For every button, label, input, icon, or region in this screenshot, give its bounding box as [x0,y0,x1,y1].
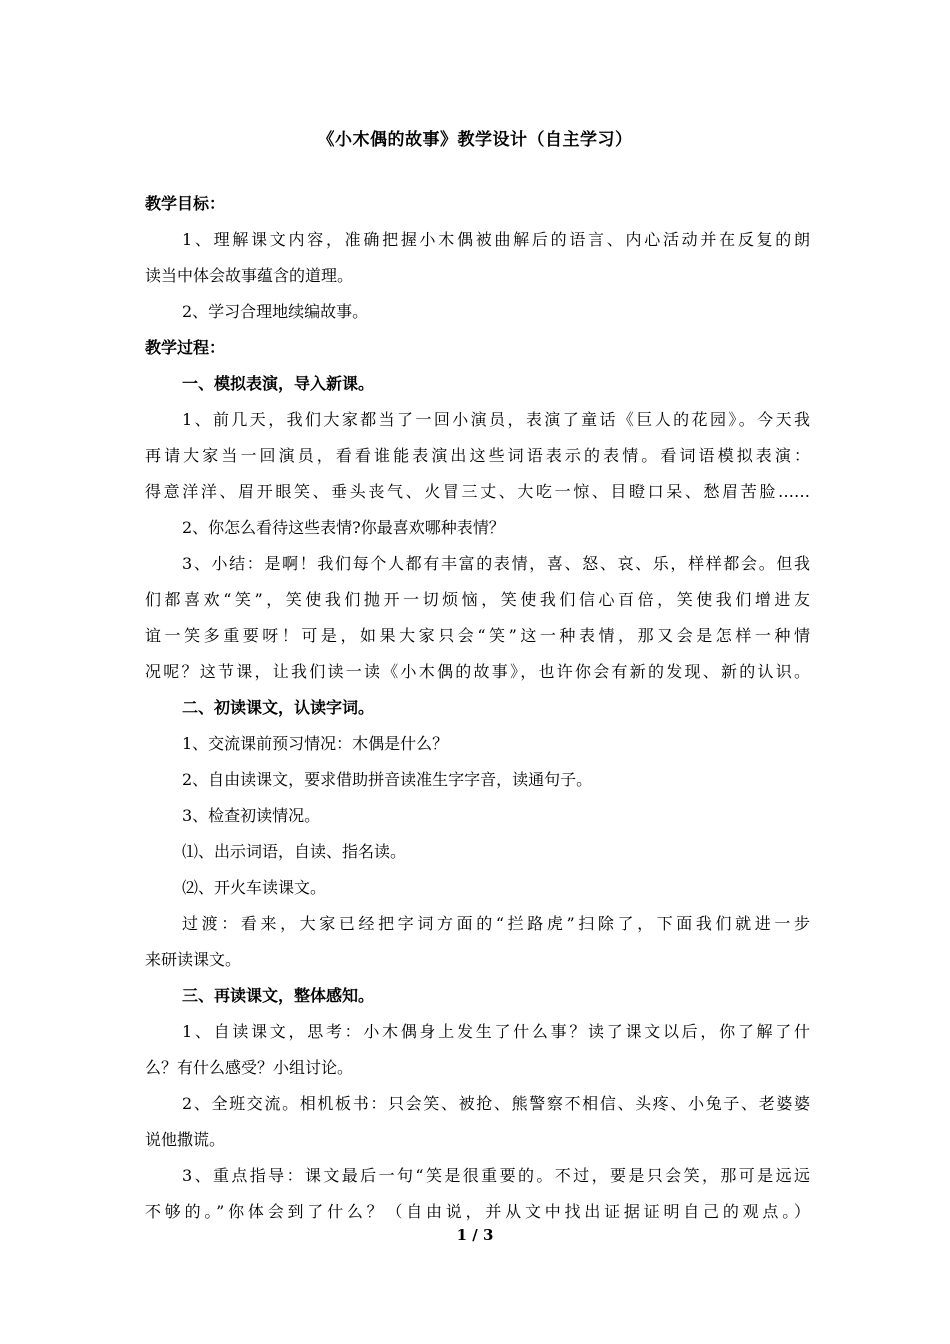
paragraph-line: 况呢？这节课，让我们读一读《小木偶的故事》，也许你会有新的发现、新的认识。 [145,662,810,681]
paragraph-line: 3、小结：是啊！我们每个人都有丰富的表情，喜、怒、哀、乐，样样都会。但我 [182,554,810,573]
section-heading: 教学过程： [145,338,226,357]
paragraph-line: 们都喜欢“笑”，笑使我们抛开一切烦恼，笑使我们信心百倍，笑使我们增进友 [145,590,810,609]
paragraph-line: ⑴、出示词语，自读、指名读。 [182,842,407,861]
document-body [145,186,810,1230]
section-heading: 教学目标： [145,194,226,213]
paragraph-line: 谊一笑多重要呀！可是，如果大家只会“笑”这一种表情，那又会是怎样一种情 [145,626,810,645]
paragraph-line: 3、重点指导：课文最后一句“笑是很重要的。不过，要是只会笑，那可是远远 [182,1166,810,1185]
paragraph-line: 2、学习合理地续编故事。 [182,302,369,321]
paragraph-line: 不够的。”你体会到了什么？（自由说，并从文中找出证据证明自己的观点。） [145,1202,810,1221]
paragraph-line: 过渡：看来，大家已经把字词方面的“拦路虎”扫除了，下面我们就进一步 [182,914,810,933]
paragraph-line: 2、全班交流。相机板书：只会笑、被抢、熊警察不相信、头疼、小兔子、老婆婆 [182,1094,810,1113]
page-number: 1 / 3 [456,1226,494,1244]
paragraph-line: 来研读课文。 [145,950,242,969]
paragraph-line: 1、前几天，我们大家都当了一回小演员，表演了童话《巨人的花园》。今天我 [182,410,810,429]
section-heading: 二、初读课文，认读字词。 [182,698,375,717]
paragraph-line: 1、理解课文内容，准确把握小木偶被曲解后的语言、内心活动并在反复的朗 [182,230,810,249]
paragraph-line: 再请大家当一回演员，看看谁能表演出这些词语表示的表情。看词语模拟表演： [145,446,810,465]
paragraph-line: 得意洋洋、眉开眼笑、垂头丧气、火冒三丈、大吃一惊、目瞪口呆、愁眉苦脸…… [145,482,810,501]
section-heading: 一、模拟表演，导入新课。 [182,374,375,393]
paragraph-line: 么？有什么感受？小组讨论。 [145,1058,354,1077]
section-heading: 三、再读课文，整体感知。 [182,986,375,1005]
paragraph-line: 1、交流课前预习情况：木偶是什么？ [182,734,449,753]
paragraph-line: ⑵、开火车读课文。 [182,878,327,897]
document-title: 《小木偶的故事》教学设计（自主学习） [317,130,633,150]
paragraph-line: 读当中体会故事蕴含的道理。 [145,266,354,285]
paragraph-line: 3、检查初读情况。 [182,806,321,825]
paragraph-line: 说他撒谎。 [145,1130,226,1149]
paragraph-line: 2、你怎么看待这些表情?你最喜欢哪种表情？ [182,518,505,537]
paragraph-line: 1、自读课文，思考：小木偶身上发生了什么事？读了课文以后，你了解了什 [182,1022,810,1041]
paragraph-line: 2、自由读课文，要求借助拼音读准生字字音，读通句子。 [182,770,593,789]
